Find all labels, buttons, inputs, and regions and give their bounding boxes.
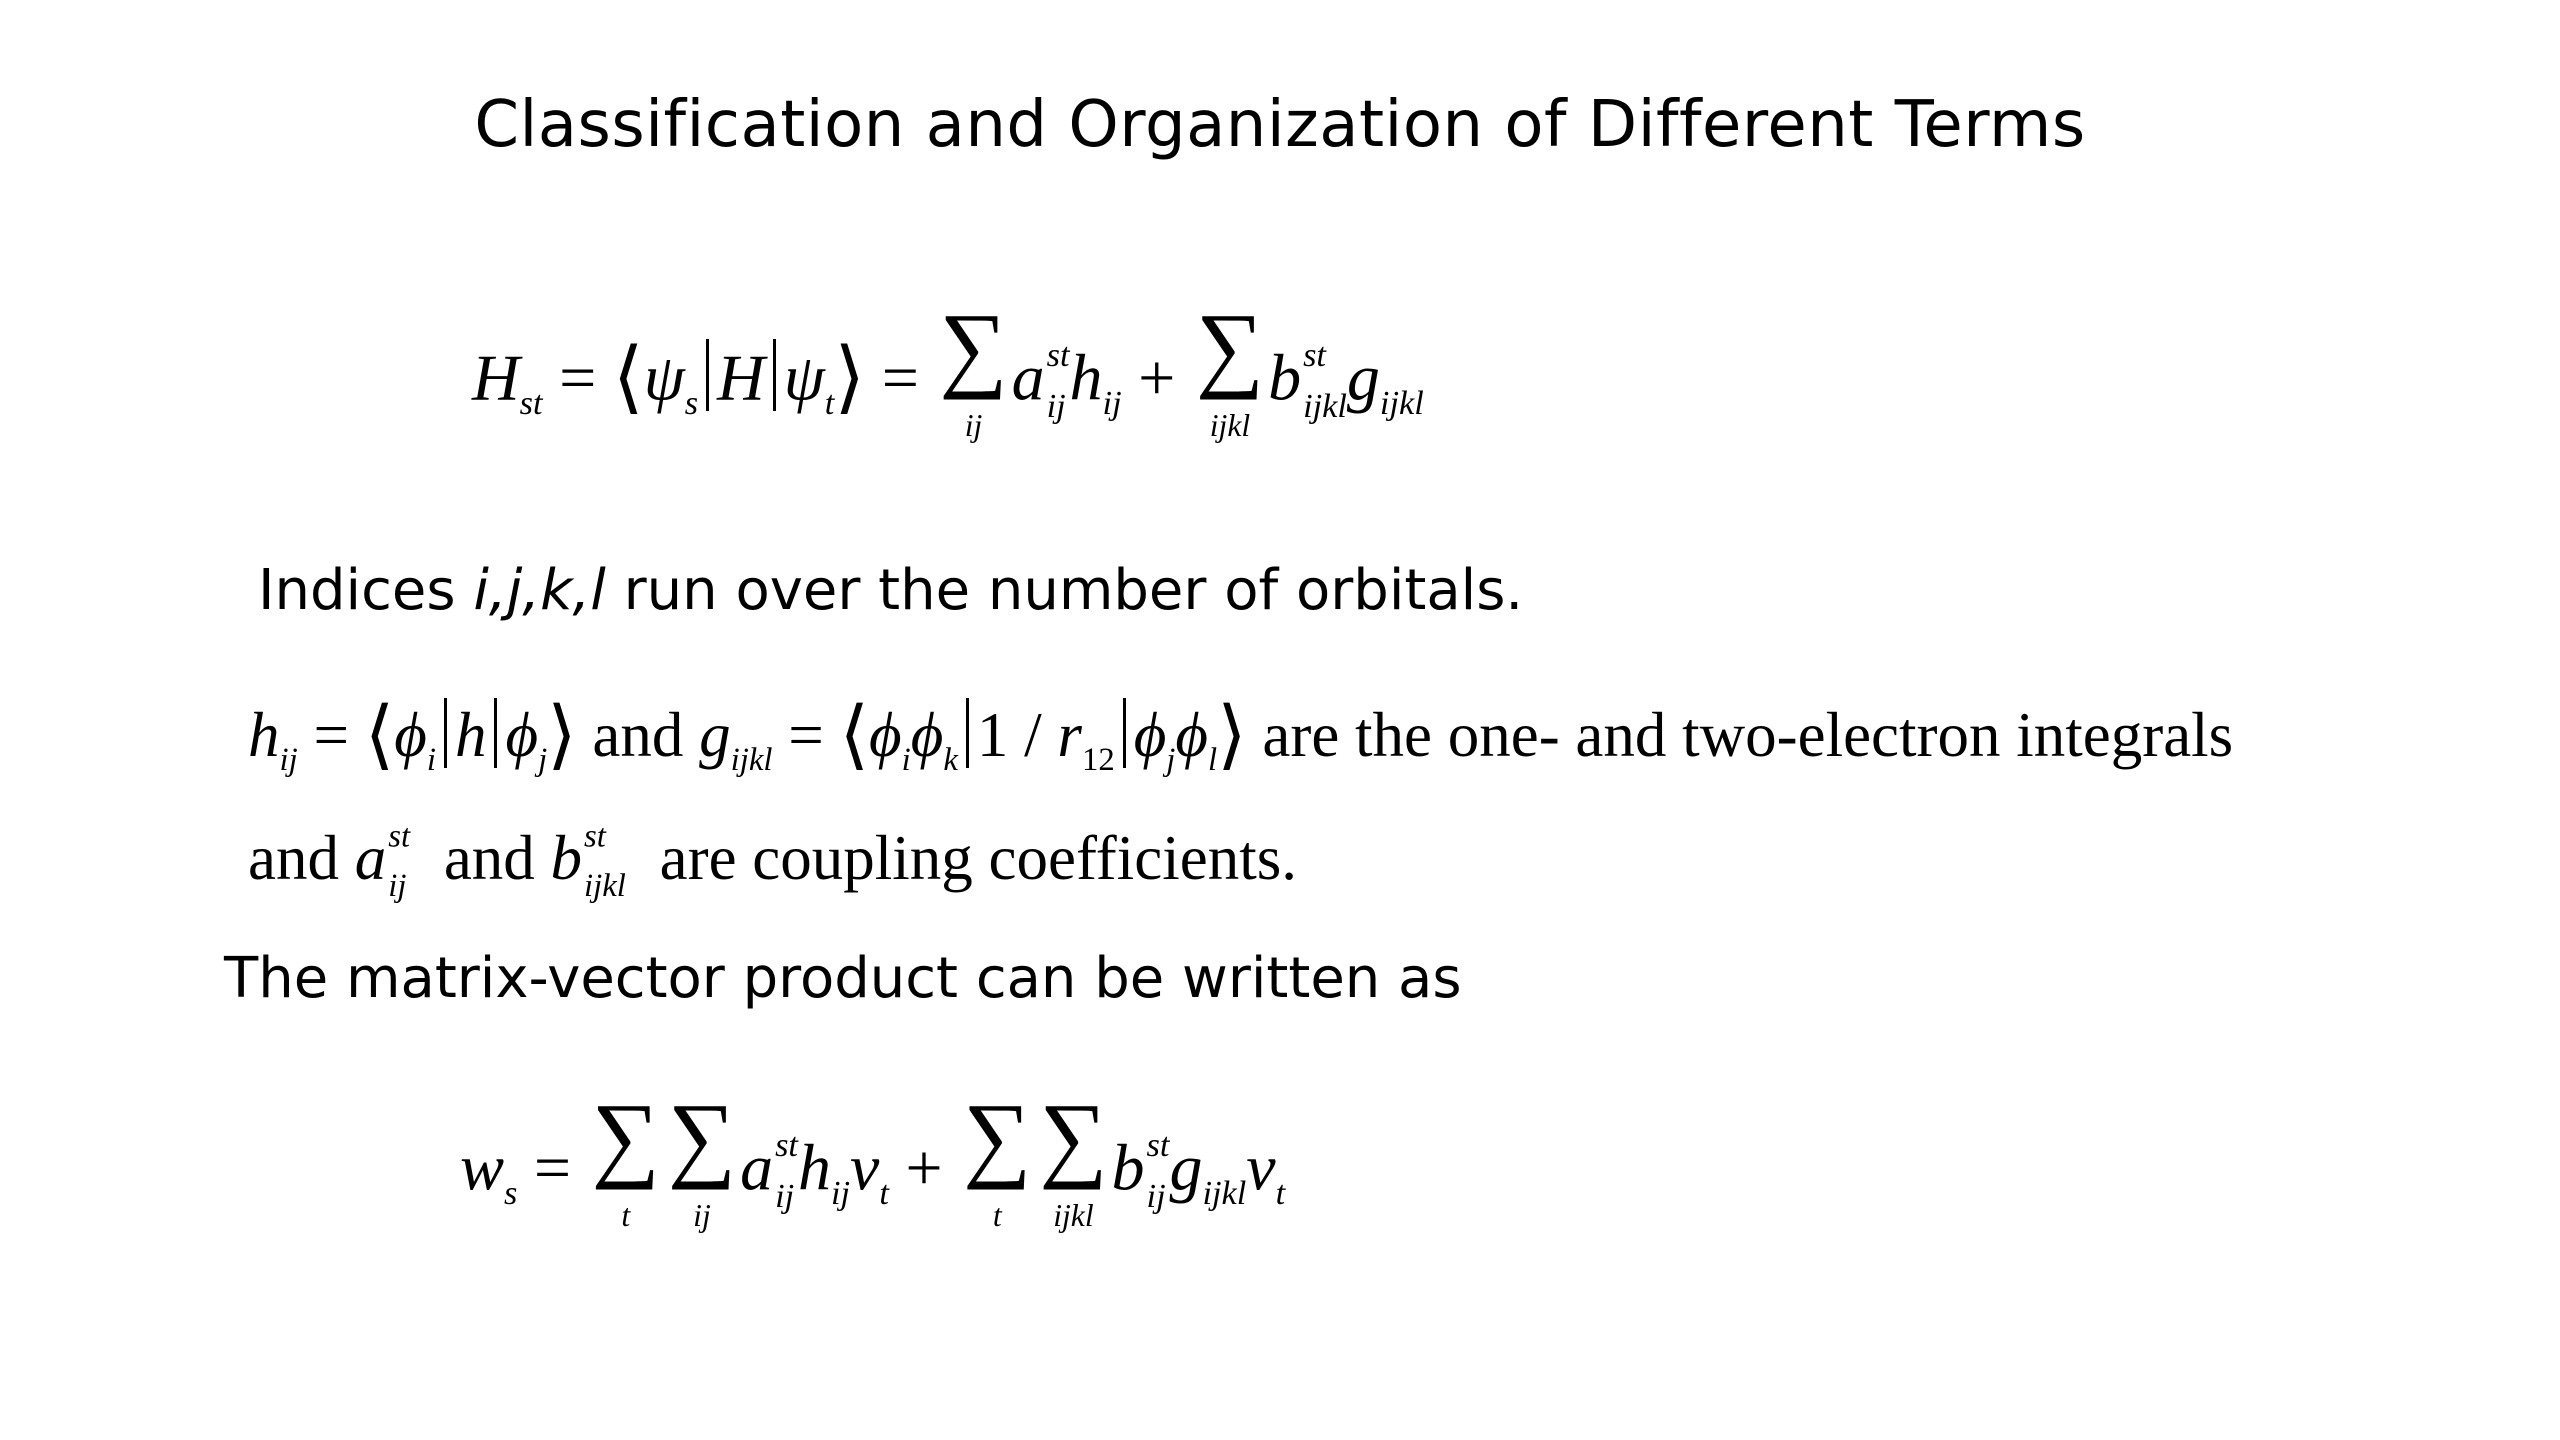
eq1-plus: +	[1138, 341, 1176, 415]
eq1-psi-t-sub: t	[824, 383, 835, 422]
eq3-a-sup: st	[388, 818, 411, 855]
eq1-h: h	[1069, 341, 1103, 415]
eq2-langle: ⟨	[364, 694, 395, 777]
sigma-icon: ∑	[591, 1084, 660, 1190]
eq4-b-sup: st	[1146, 1125, 1170, 1164]
eq4-a: a	[740, 1131, 774, 1205]
eq4-plus: +	[905, 1131, 943, 1205]
sigma-icon: ∑	[667, 1084, 737, 1190]
sigma-icon: ∑	[1039, 1084, 1108, 1190]
eq2-rangle-2: ⟩	[1217, 694, 1247, 777]
eq2-phi-i: ϕ	[394, 700, 427, 771]
eq4-sum-ij	[667, 1084, 737, 1233]
eq4-v: v	[850, 1131, 880, 1205]
slide-title: Classification and Organization of Different Terms	[474, 88, 2086, 162]
hamiltonian-equation	[472, 294, 1424, 443]
eq1-b-sub: ijkl	[1303, 387, 1347, 426]
eq1-g: g	[1346, 341, 1380, 415]
eq4-h: h	[797, 1131, 831, 1205]
eq2-phi-j-sub: j	[538, 741, 548, 778]
eq4-b-scripts	[1146, 1125, 1170, 1216]
eq1-H-op: H	[717, 341, 765, 415]
matrix-vector-equation	[460, 1084, 1286, 1233]
eq2-phi-j: ϕ	[505, 700, 539, 771]
eq3-b: b	[550, 823, 583, 893]
eq2-phi-j2: ϕ	[1133, 700, 1167, 771]
eq4-h-sub: ij	[830, 1173, 851, 1212]
eq1-psi-t: ψ	[783, 341, 825, 415]
eq1-psi-s-sub: s	[684, 383, 699, 422]
eq3-b-sub: ijkl	[584, 867, 626, 904]
eq2-and: and	[592, 700, 684, 771]
eq4-g: g	[1169, 1131, 1203, 1205]
indices-suffix: run over the number of orbitals.	[605, 558, 1524, 623]
eq2-phi-l: ϕ	[1175, 700, 1209, 771]
eq4-a-scripts	[775, 1125, 798, 1216]
eq1-equals: =	[559, 341, 597, 415]
eq2-phi-k: ϕ	[910, 700, 944, 771]
eq1-a-sub: ij	[1046, 387, 1066, 426]
eq2-bar-1	[444, 698, 447, 767]
indices-prefix: Indices	[258, 558, 474, 623]
eq1-a-scripts	[1046, 335, 1070, 426]
eq4-w-sub: s	[504, 1173, 518, 1212]
eq2-phi-j2-sub: j	[1166, 741, 1176, 778]
eq1-a: a	[1011, 341, 1045, 415]
eq2-tail: are the one- and two-electron integrals	[1262, 700, 2234, 771]
eq1-bar-1	[706, 339, 709, 412]
eq1-sum-ij-limit: ij	[964, 407, 983, 443]
eq1-sum-ij	[939, 294, 1008, 443]
eq2-phi-i-sub: i	[426, 741, 436, 778]
eq3-a: a	[354, 823, 387, 893]
eq2-h: h	[248, 700, 280, 771]
eq4-a-sub: ij	[775, 1177, 795, 1216]
sigma-icon: ∑	[939, 294, 1008, 400]
eq1-rangle: ⟩	[834, 333, 866, 422]
eq2-h-op: h	[454, 700, 487, 771]
eq1-b-scripts	[1303, 335, 1347, 426]
eq3-b-scripts	[584, 818, 626, 904]
eq2-equals-2: =	[788, 700, 824, 771]
eq1-b-sup: st	[1303, 335, 1326, 374]
eq3-and-2: and	[443, 823, 535, 893]
eq1-g-sub: ijkl	[1379, 383, 1424, 422]
eq3-tail: are coupling coefficients.	[659, 823, 1297, 893]
eq3-a-sub: ij	[388, 867, 407, 904]
eq4-v-sub: t	[879, 1173, 889, 1212]
eq2-r-sub: 12	[1081, 741, 1115, 778]
eq4-equals: =	[533, 1131, 572, 1205]
coupling-coefficients-line	[248, 818, 1297, 904]
eq2-bar-2	[494, 698, 497, 767]
eq1-a-sup: st	[1046, 335, 1070, 374]
sigma-icon: ∑	[1195, 294, 1265, 400]
eq4-sum-t	[591, 1084, 660, 1233]
eq1-H: H	[472, 341, 520, 415]
eq2-bar-4	[1123, 698, 1126, 767]
eq4-sum-t-limit: t	[621, 1197, 631, 1233]
eq2-bar-3	[966, 698, 969, 767]
eq3-b-sup: st	[584, 818, 606, 855]
eq2-g-sub: ijkl	[730, 741, 773, 778]
eq4-w: w	[460, 1131, 505, 1205]
eq4-v2-sub: t	[1275, 1173, 1286, 1212]
eq2-rangle: ⟩	[547, 694, 577, 777]
integrals-equation	[248, 690, 2233, 779]
eq1-equals-2: =	[881, 341, 919, 415]
eq2-equals: =	[313, 700, 349, 771]
eq4-sum-ijkl-limit: ijkl	[1053, 1197, 1094, 1233]
sigma-icon: ∑	[963, 1084, 1032, 1190]
eq4-sum-ijkl	[1039, 1084, 1108, 1233]
eq1-bar-2	[773, 339, 776, 412]
indices-text	[258, 558, 1523, 623]
eq4-sum-t2-limit: t	[992, 1197, 1002, 1233]
eq2-phi-l-sub: l	[1208, 741, 1218, 778]
eq2-phi-i2-sub: i	[901, 741, 911, 778]
eq1-H-sub: st	[519, 383, 543, 422]
eq4-g-sub: ijkl	[1202, 1173, 1247, 1212]
eq1-sum-ijkl	[1195, 294, 1265, 443]
eq3-and-1: and	[248, 823, 339, 893]
eq2-r: r	[1057, 700, 1082, 771]
eq4-b: b	[1111, 1131, 1145, 1205]
eq2-langle-2: ⟨	[839, 694, 870, 777]
eq2-one-over: 1 /	[976, 700, 1058, 771]
eq1-sum-ijkl-limit: ijkl	[1209, 407, 1251, 443]
eq4-sum-t-2	[963, 1084, 1032, 1233]
eq4-v2: v	[1246, 1131, 1276, 1205]
eq4-a-sup: st	[775, 1125, 798, 1164]
eq2-h-sub: ij	[279, 741, 298, 778]
eq3-a-scripts	[388, 818, 411, 904]
eq1-langle: ⟨	[612, 333, 644, 422]
eq1-h-sub: ij	[1102, 383, 1122, 422]
eq2-phi-i2: ϕ	[869, 700, 902, 771]
indices-vars: i,j,k,l	[473, 558, 606, 623]
eq2-g: g	[699, 700, 731, 771]
eq4-sum-ij-limit: ij	[693, 1197, 711, 1233]
eq2-phi-k-sub: k	[943, 741, 958, 778]
eq1-b: b	[1268, 341, 1302, 415]
eq1-psi-s: ψ	[643, 341, 685, 415]
product-text: The matrix-vector product can be written as	[224, 946, 1462, 1011]
eq4-b-sub: ij	[1146, 1177, 1166, 1216]
